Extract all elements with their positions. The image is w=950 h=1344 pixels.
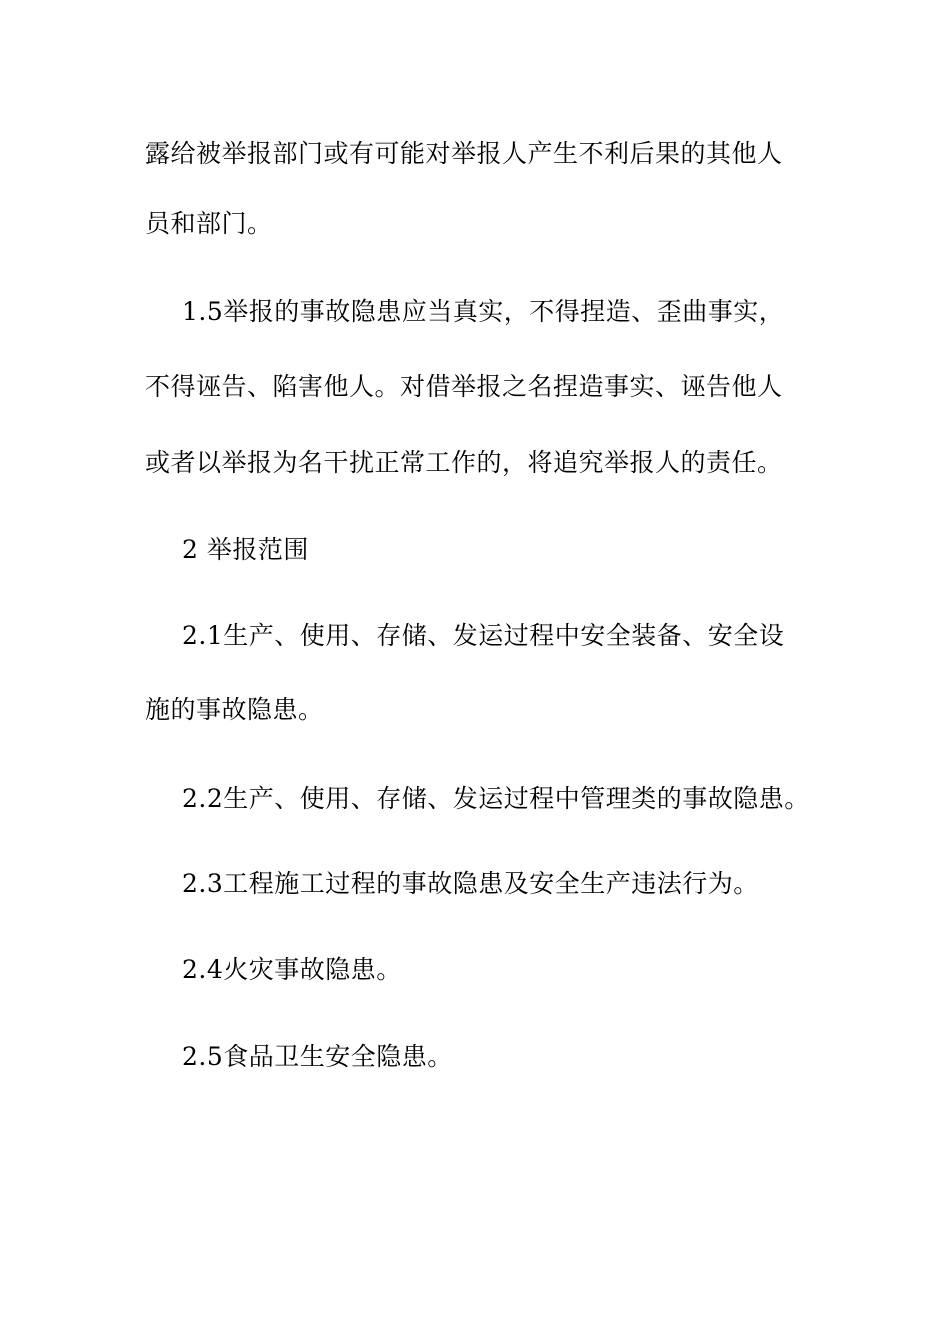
paragraph-line: 2.5食品卫生安全隐患。 (182, 1042, 453, 1071)
paragraph-line: 施的事故隐患。 (145, 695, 324, 724)
paragraph-line: 或者以举报为名干扰正常工作的，将追究举报人的责任。 (145, 448, 783, 477)
paragraph-line: 2.1生产、使用、存储、发运过程中安全装备、安全设 (182, 621, 785, 650)
paragraph-line: 员和部门。 (145, 209, 273, 238)
paragraph-line: 2.3工程施工过程的事故隐患及安全生产违法行为。 (182, 869, 759, 898)
section-heading: 2 举报范围 (182, 535, 309, 564)
paragraph-line: 2.4火灾事故隐患。 (182, 955, 402, 984)
paragraph-line: 露给被举报部门或有可能对举报人产生不利后果的其他人 (145, 139, 783, 168)
paragraph-line: 1.5举报的事故隐患应当真实，不得捏造、歪曲事实， (182, 297, 785, 326)
paragraph-line: 不得诬告、陷害他人。对借举报之名捏造事实、诬告他人 (145, 372, 783, 401)
paragraph-line: 2.2生产、使用、存储、发运过程中管理类的事故隐患。 (182, 784, 810, 813)
